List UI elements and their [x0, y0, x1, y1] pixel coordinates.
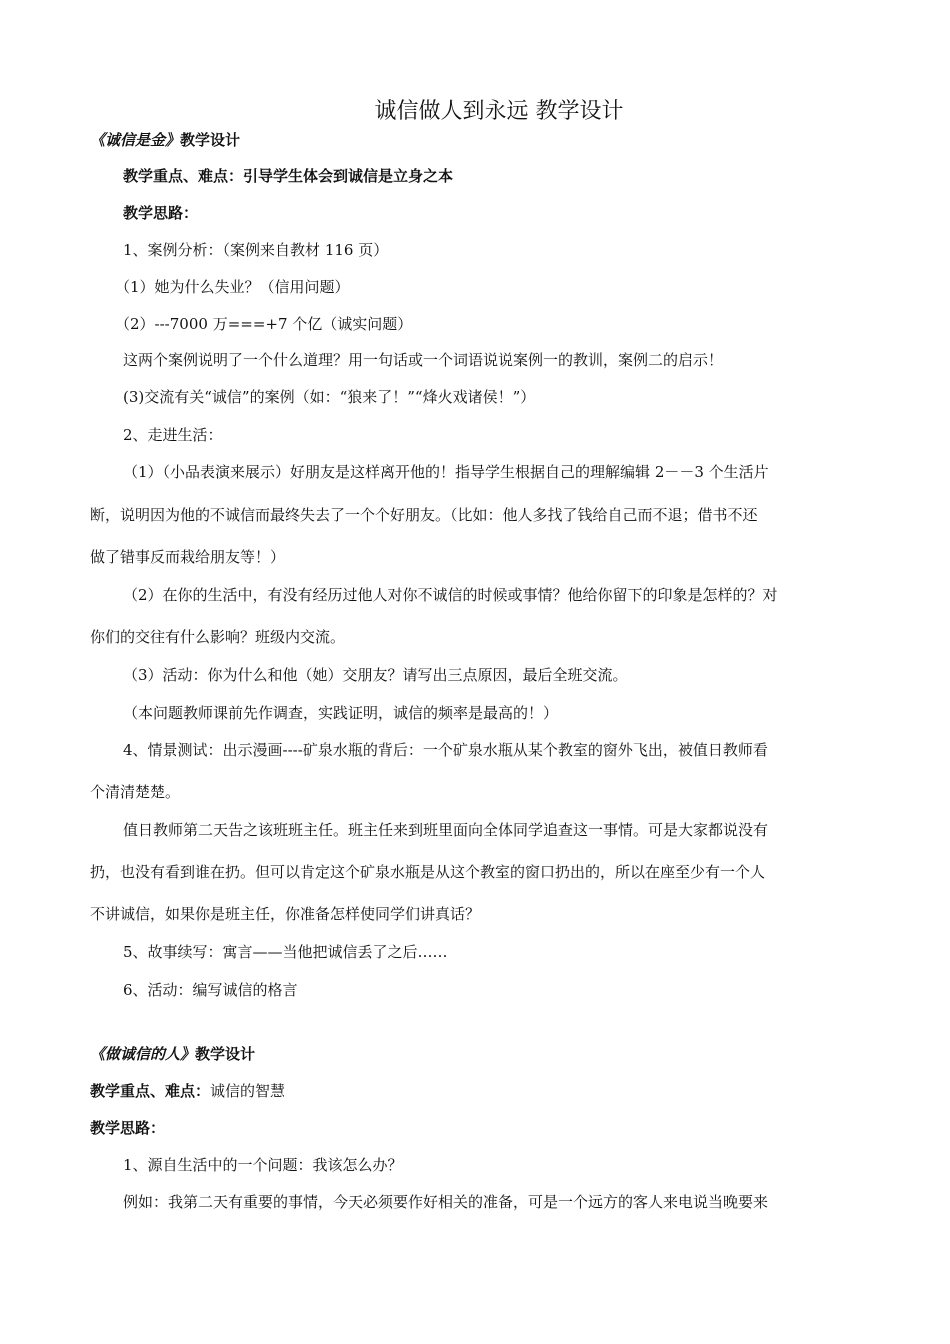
paragraph-line: 5、故事续写：寓言——当他把诚信丢了之后……: [123, 943, 448, 961]
teaching-approach-label: 教学思路：: [90, 1119, 166, 1137]
paragraph-line: 1、源自生活中的一个问题：我该怎么办？: [123, 1156, 403, 1174]
paragraph-line: 例如：我第二天有重要的事情，今天必须要作好相关的准备，可是一个远方的客人来电说当晚要来: [123, 1193, 769, 1211]
teaching-focus: [90, 1081, 285, 1101]
paragraph-line: （3）活动：你为什么和他（她）交朋友？请写出三点原因，最后全班交流。: [123, 666, 628, 684]
section-book-title: 《做诚信的人》: [90, 1045, 196, 1063]
teaching-approach-label: 教学思路：: [123, 204, 199, 222]
section-book-title: 《诚信是金》: [90, 131, 181, 149]
paragraph-line: （2）在你的生活中，有没有经历过他人对你不诚信的时候或事情？他给你留下的印象是怎样的？对: [123, 586, 778, 604]
paragraph-line: （2）---7000 万===+7 个亿（诚实问题）: [115, 315, 413, 333]
paragraph-line: 断，说明因为他的不诚信而最终失去了一个个好朋友。（比如：他人多找了钱给自己而不退；借书不还: [90, 506, 758, 524]
paragraph-line: 4、情景测试：出示漫画----矿泉水瓶的背后：一个矿泉水瓶从某个教室的窗外飞出，被值日教师看: [123, 741, 768, 759]
paragraph-line: （本问题教师课前先作调查，实践证明，诚信的频率是最高的！）: [123, 704, 559, 722]
paragraph-line: 不讲诚信，如果你是班主任，你准备怎样使同学们讲真话？: [90, 905, 481, 923]
paragraph-line: 1、案例分析：（案例来自教材 116 页）: [123, 241, 389, 259]
paragraph-line: （1）她为什么失业？（信用问题）: [115, 278, 350, 296]
paragraph-line: （1）（小品表演来展示）好朋友是这样离开他的！指导学生根据自己的理解编辑 2－－3 个生活片: [123, 463, 769, 481]
section-heading-chengxin-shi-jin: [90, 130, 240, 150]
teaching-focus-text: 诚信的智慧: [210, 1082, 286, 1100]
section-heading-suffix: 教学设计: [195, 1045, 256, 1063]
paragraph-line: 做了错事反而栽给朋友等！）: [90, 548, 286, 566]
teaching-focus: 教学重点、难点：引导学生体会到诚信是立身之本: [123, 167, 454, 185]
paragraph-line: 你们的交往有什么影响？班级内交流。: [90, 628, 346, 646]
section-heading-suffix: 教学设计: [180, 131, 241, 149]
paragraph-line: 个清清楚楚。: [90, 783, 181, 801]
document-title: 诚信做人到永远 教学设计: [374, 99, 624, 124]
teaching-focus-label: 教学重点、难点：: [90, 1082, 211, 1100]
paragraph-line: 6、活动：编写诚信的格言: [123, 981, 298, 999]
paragraph-line: 2、走进生活：: [123, 426, 223, 444]
paragraph-line: 扔，也没有看到谁在扔。但可以肯定这个矿泉水瓶是从这个教室的窗口扔出的，所以在座至少有一个人: [90, 863, 766, 881]
section-heading-zuo-chengxin-de-ren: [90, 1044, 255, 1064]
paragraph-line: 值日教师第二天告之该班班主任。班主任来到班里面向全体同学追查这一事情。可是大家都说没有: [123, 821, 769, 839]
paragraph-line: (3)交流有关“诚信”的案例（如：“狼来了！”“烽火戏诸侯！”）: [123, 388, 536, 406]
paragraph-line: 这两个案例说明了一个什么道理？用一句话或一个词语说说案例一的教训，案例二的启示！: [123, 351, 724, 369]
